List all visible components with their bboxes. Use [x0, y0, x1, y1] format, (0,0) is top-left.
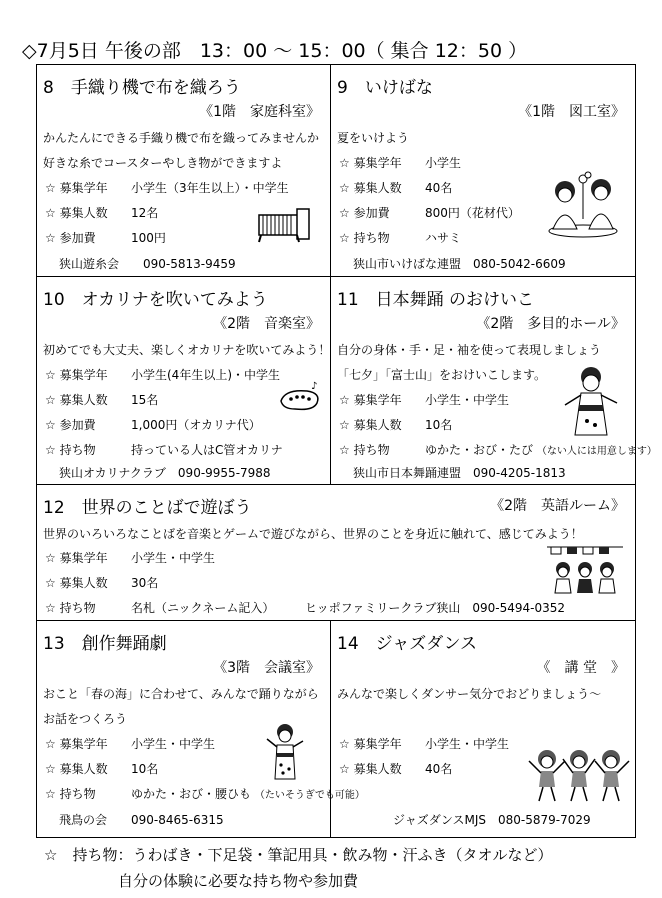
event-description-line: 夏をいけよう	[337, 131, 410, 145]
event-grade-row: ☆ 募集学年 小学生・中学生	[45, 551, 216, 565]
ocarina-icon	[277, 381, 323, 415]
event-description-line: 世界のいろいろなことばを音楽とゲームで遊びながら、世界のことを身近に触れて、感じてみよう！	[43, 527, 583, 541]
event-description-line: お話をつくろう	[43, 712, 128, 726]
event-grade-row: ☆ 募集学年 小学生(4年生以上)・中学生	[45, 368, 280, 382]
kids-flags-icon	[545, 541, 625, 595]
event-title: 12 世界のことばで遊ぼう	[43, 498, 252, 518]
event-capacity-row: ☆ 募集人数 40名	[339, 762, 453, 776]
event-items-row: ☆ 持ち物 名札（ニックネーム記入）	[45, 601, 275, 615]
event-organizer: ヒッポファミリークラブ狭山 090-5494-0352	[305, 601, 566, 615]
svg-text:♪: ♪	[311, 381, 318, 392]
jazz-dancers-icon	[527, 747, 631, 803]
event-card-9	[331, 65, 635, 276]
dancer-icon	[561, 365, 621, 437]
event-capacity-row: ☆ 募集人数 15名	[45, 393, 159, 407]
event-room: 《 講 堂 》	[536, 660, 625, 676]
event-items-row: ☆ 持ち物 持っている人はC管オカリナ	[45, 443, 283, 457]
event-card-11	[331, 277, 657, 484]
event-capacity-row: ☆ 募集人数 30名	[45, 576, 159, 590]
event-description-line: 「七夕」「富士山」をおけいこします。	[337, 368, 547, 382]
event-organizer: 狭山市いけばな連盟 080-5042-6609	[353, 257, 566, 271]
event-card-13	[37, 621, 365, 837]
event-card-10	[37, 277, 330, 484]
event-grade-row: ☆ 募集学年 小学生・中学生	[45, 737, 216, 751]
event-title: 13 創作舞踊劇	[43, 634, 167, 654]
event-organizer: ジャズダンスMJS 080-5879-7029	[393, 813, 591, 827]
event-capacity-row: ☆ 募集人数 10名	[45, 762, 159, 776]
flower-arranging-icon	[543, 169, 623, 239]
event-description-line: かんたんにできる手織り機で布を織ってみませんか	[43, 131, 320, 145]
event-grade-row: ☆ 募集学年 小学生・中学生	[339, 737, 510, 751]
event-title: 11 日本舞踊 のおけいこ	[337, 290, 535, 310]
event-items-row: ☆ 持ち物 ゆかた・おび・たび （ない人には用意します）	[339, 443, 657, 457]
event-capacity-row: ☆ 募集人数 12名	[45, 206, 159, 220]
event-title: 10 オカリナを吹いてみよう	[43, 290, 268, 310]
event-card-8	[37, 65, 330, 276]
event-grade-row: ☆ 募集学年 小学生・中学生	[339, 393, 510, 407]
event-title: 8 手織り機で布を織ろう	[43, 78, 241, 98]
session-header: ◇7月5日 午後の部 13：00 ～ 15：00（ 集合 12：50 ）	[22, 40, 528, 62]
event-card-14	[331, 621, 635, 837]
event-room: 《3階 会議室》	[213, 660, 320, 676]
event-fee-row: ☆ 参加費 800円（花材代）	[339, 206, 520, 220]
event-organizer: 狭山市日本舞踊連盟 090-4205-1813	[353, 466, 566, 480]
event-description-line: おこと「春の海」に合わせて、みんなで踊りながら	[43, 687, 319, 701]
event-description-line: みんなで楽しくダンサー気分でおどりましょう～	[337, 687, 602, 701]
footer-fee-note: 自分の体験に必要な持ち物や参加費	[118, 872, 359, 890]
event-description-line: 好きな糸でコースターやしき物ができますよ	[43, 156, 283, 170]
event-card-12	[37, 485, 635, 620]
footer-items-note: ☆ 持ち物：うわばき・下足袋・筆記用具・飲み物・汗ふき（タオルなど）	[44, 846, 553, 864]
event-grade-row: ☆ 募集学年 小学生（3年生以上）・中学生	[45, 181, 289, 195]
event-fee-row: ☆ 参加費 100円	[45, 231, 166, 245]
event-organizer: 狭山オカリナクラブ 090-9955-7988	[59, 466, 271, 480]
event-grade-row: ☆ 募集学年 小学生	[339, 156, 462, 170]
event-room: 《2階 音楽室》	[213, 316, 320, 332]
event-fee-row: ☆ 参加費 1,000円（オカリナ代）	[45, 418, 261, 432]
event-room: 《1階 家庭科室》	[199, 104, 320, 120]
event-description-line: 初めてでも大丈夫、楽しくオカリナを吹いてみよう！	[43, 343, 331, 357]
event-room: 《2階 多目的ホール》	[476, 316, 625, 332]
event-title: 14 ジャズダンス	[337, 634, 477, 654]
event-capacity-row: ☆ 募集人数 10名	[339, 418, 453, 432]
event-room: 《1階 図工室》	[518, 104, 625, 120]
event-description-line: 自分の身体・手・足・袖を使って表現しましょう	[337, 343, 602, 357]
yukata-girl-icon	[265, 723, 305, 781]
event-capacity-row: ☆ 募集人数 40名	[339, 181, 453, 195]
event-room: 《2階 英語ルーム》	[490, 498, 625, 514]
event-title: 9 いけばな	[337, 78, 433, 98]
event-items-row: ☆ 持ち物 ゆかた・おび・腰ひも （たいそうぎでも可能）	[45, 787, 365, 801]
event-items-row: ☆ 持ち物 ハサミ	[339, 231, 462, 245]
loom-icon	[257, 205, 313, 243]
event-organizer: 飛鳥の会 090-8465-6315	[59, 813, 224, 827]
event-organizer: 狭山遊糸会 090-5813-9459	[59, 257, 236, 271]
